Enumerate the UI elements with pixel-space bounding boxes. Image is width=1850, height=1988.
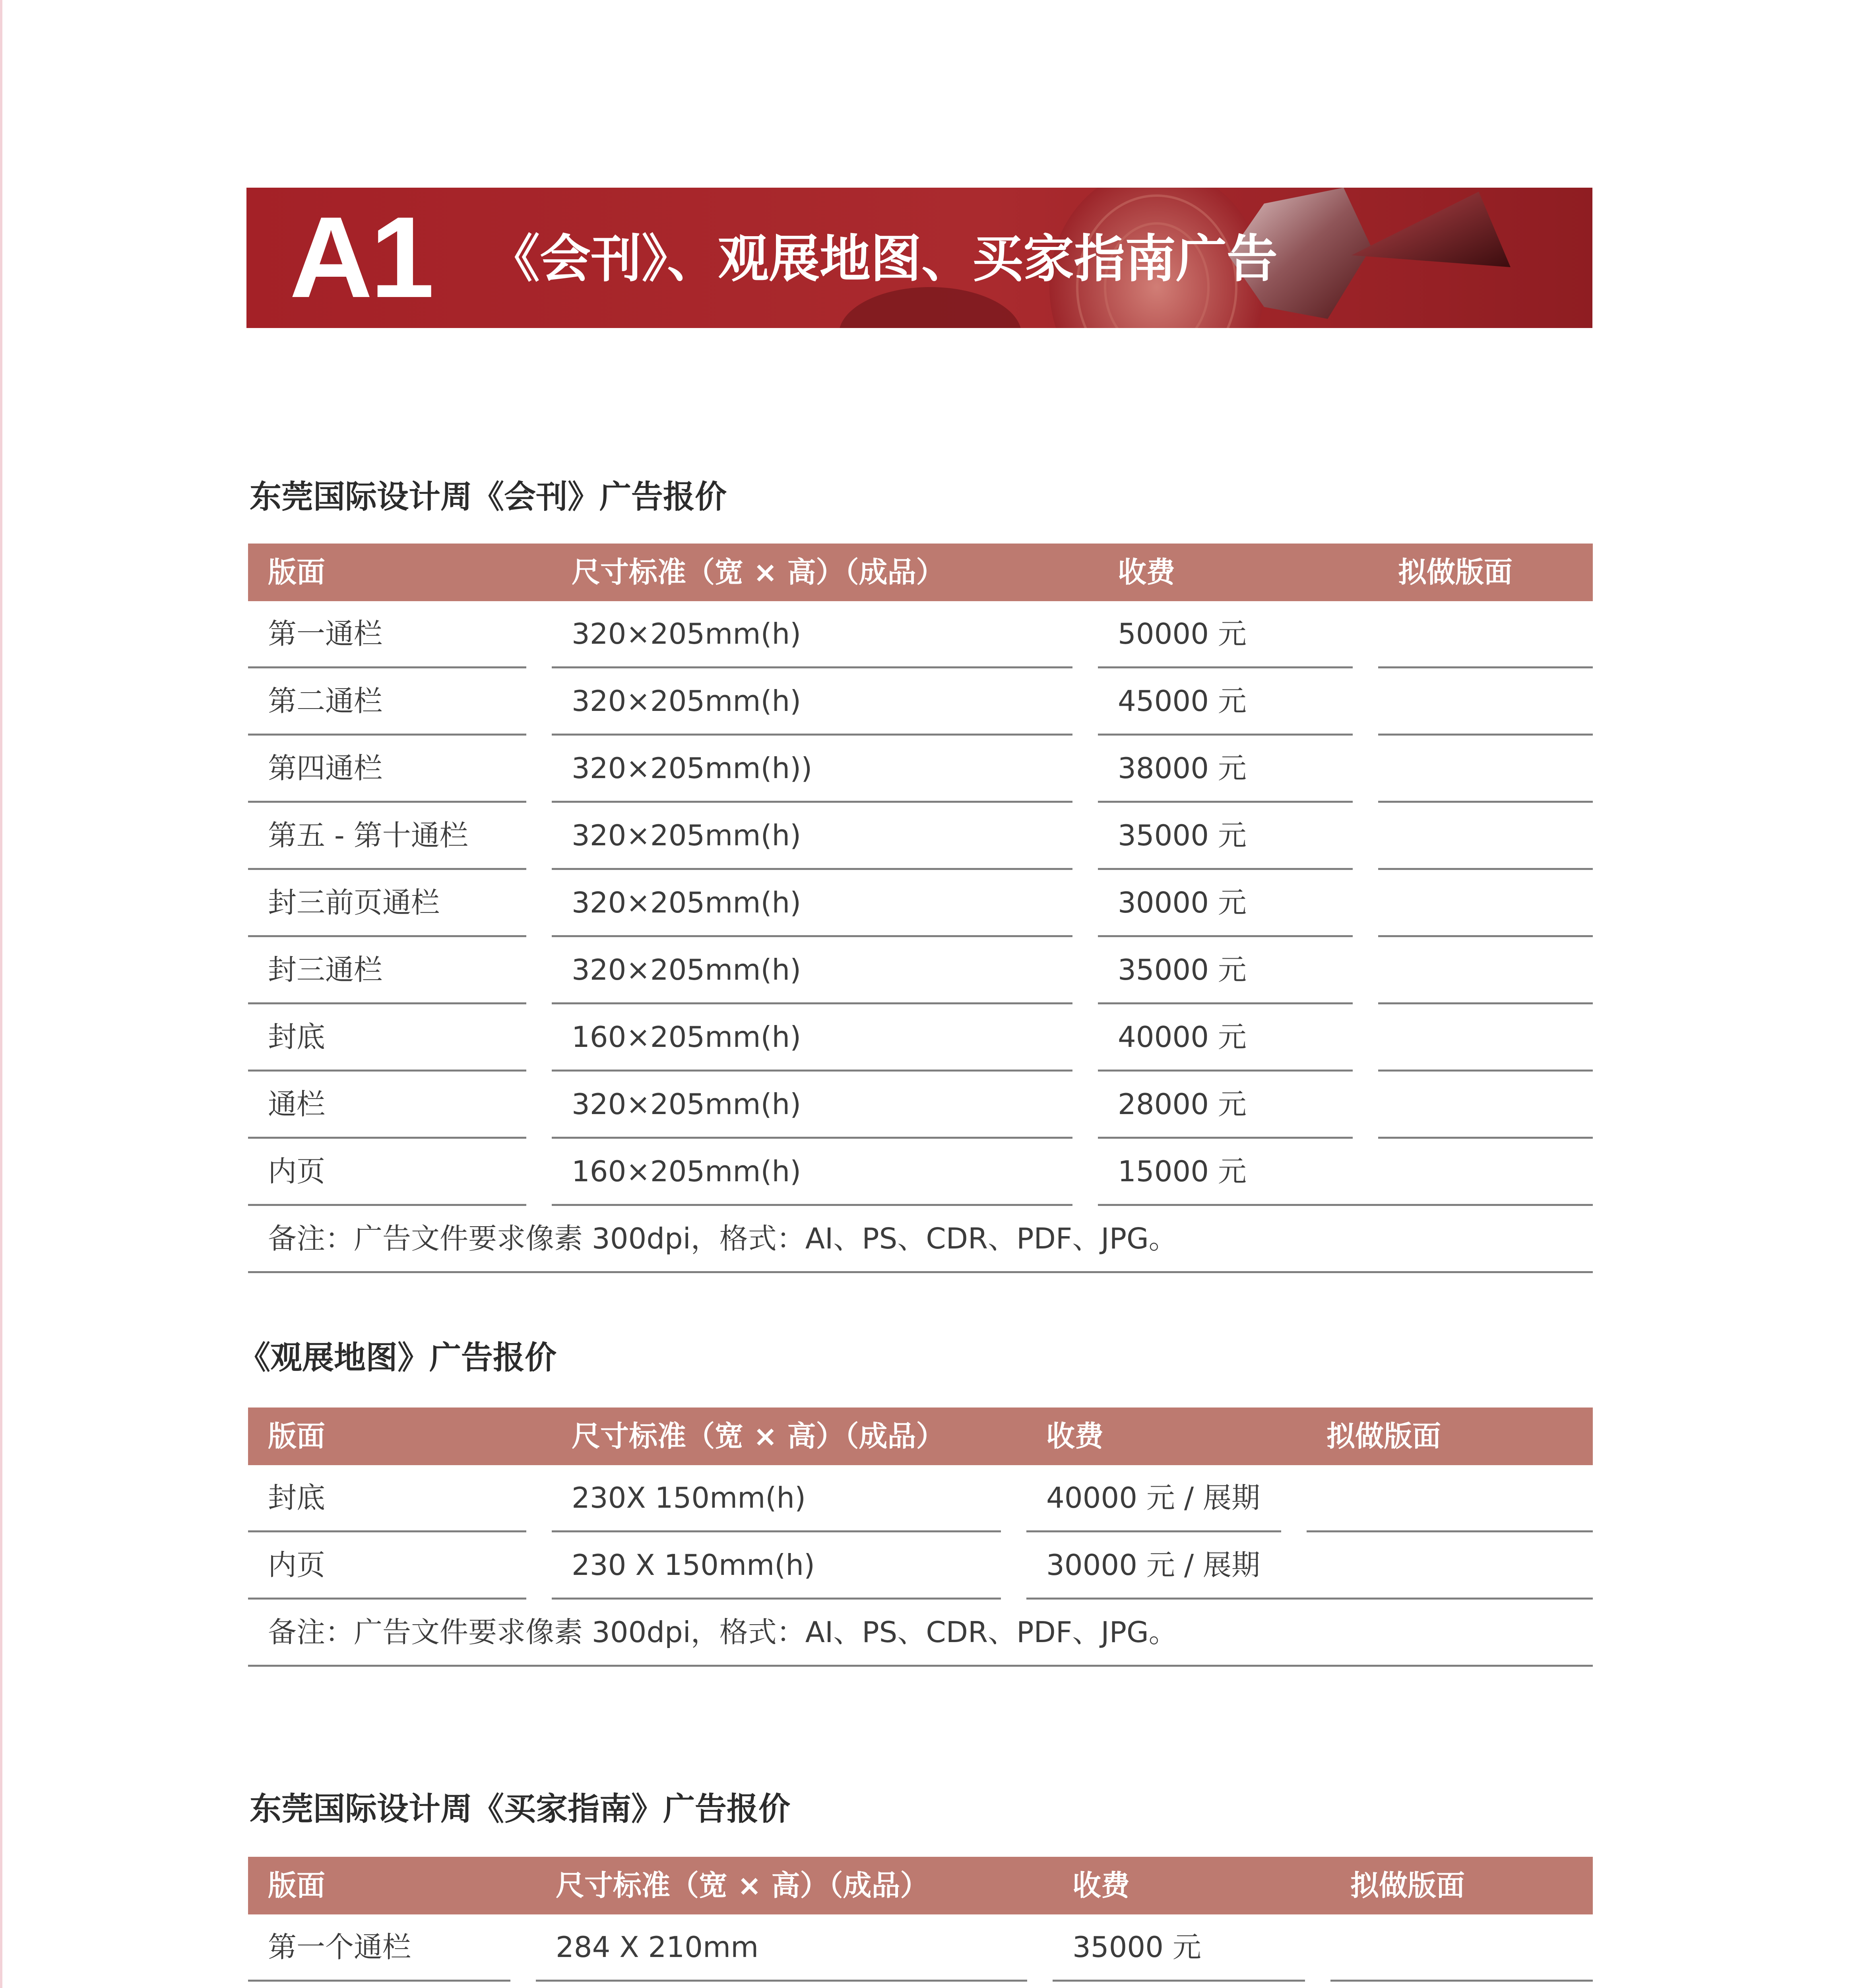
row-size: 320×205mm(h) (552, 1072, 1072, 1139)
row-planned-blank[interactable] (1330, 1982, 1593, 1988)
row-price: 40000 元 / 展期 (1026, 1465, 1281, 1532)
row-planned-blank[interactable] (1378, 1004, 1593, 1072)
row-size: 320×205mm(h) (552, 870, 1072, 937)
row-planned-blank[interactable] (1378, 601, 1593, 668)
banner-title: 《会刊》、观展地图、买家指南广告 (489, 229, 1278, 289)
page-left-edge (0, 0, 2, 1988)
table-header-row (248, 1408, 1593, 1465)
row-planned-blank[interactable] (1330, 1914, 1593, 1982)
row-price: 30000 元 / 展期 (1026, 1532, 1593, 1600)
row-price: 40000 元 (1098, 1004, 1353, 1072)
row-price: 28000 元 (1098, 1072, 1353, 1139)
row-name: 封底 (248, 1465, 526, 1532)
table-note-row (248, 1206, 1593, 1273)
section-banner (246, 188, 1592, 328)
table-row (248, 1914, 1593, 1982)
row-name: 内页 (248, 1139, 526, 1206)
price-table-catalog (248, 544, 1593, 1273)
row-name: 内页 (248, 1532, 526, 1600)
row-price: 38000 元 (1098, 736, 1353, 803)
table-row (248, 668, 1593, 736)
row-price: 35000 元 (1053, 1914, 1305, 1982)
header-layout: 版面 (248, 544, 552, 601)
row-size: 230X 150mm(h) (552, 1465, 1001, 1532)
row-name: 第一通栏 (248, 601, 526, 668)
row-planned-blank[interactable] (1307, 1465, 1593, 1532)
row-name: 第一个通栏 (248, 1914, 510, 1982)
price-table-buyers-guide (248, 1857, 1593, 1988)
table-row (248, 736, 1593, 803)
table-row (248, 870, 1593, 937)
table-row (248, 1004, 1593, 1072)
header-planned: 拟做版面 (1330, 1857, 1593, 1914)
table-header-row (248, 544, 1593, 601)
row-name: 封三通栏 (248, 937, 526, 1004)
row-size: 320×205mm(h)) (552, 736, 1072, 803)
header-size: 尺寸标准（宽 × 高）（成品） (536, 1857, 1053, 1914)
row-size: 160×205mm(h) (552, 1139, 1072, 1206)
row-size: 320×205mm(h) (552, 937, 1072, 1004)
price-table-map (248, 1408, 1593, 1667)
row-size: 320×205mm(h) (552, 668, 1072, 736)
row-size (536, 1982, 1027, 1988)
row-price: 35000 元 (1098, 803, 1353, 870)
row-price: 35000 元 (1098, 937, 1353, 1004)
row-price: 30000 元 (1098, 870, 1353, 937)
table-note: 备注：广告文件要求像素 300dpi，格式：AI、PS、CDR、PDF、JPG。 (248, 1600, 1593, 1667)
row-name: 第五 - 第十通栏 (248, 803, 526, 870)
row-planned-blank[interactable] (1378, 668, 1593, 736)
table-header-row (248, 1857, 1593, 1914)
row-name: 通栏 (248, 1072, 526, 1139)
row-price: 45000 元 (1098, 668, 1353, 736)
row-planned-blank[interactable] (1378, 803, 1593, 870)
header-planned: 拟做版面 (1378, 544, 1593, 601)
table-row (248, 1982, 1593, 1988)
row-name: 第二通栏 (248, 668, 526, 736)
header-price: 收费 (1053, 1857, 1330, 1914)
header-layout: 版面 (248, 1857, 536, 1914)
row-planned-blank[interactable] (1378, 870, 1593, 937)
table-row (248, 1072, 1593, 1139)
table-row (248, 1465, 1593, 1532)
header-size: 尺寸标准（宽 × 高）（成品） (552, 544, 1098, 601)
section-title-buyers-guide: 东莞国际设计周《买家指南》广告报价 (250, 1790, 790, 1827)
row-size: 230 X 150mm(h) (552, 1532, 1001, 1600)
header-planned: 拟做版面 (1307, 1408, 1593, 1465)
table-note-row (248, 1600, 1593, 1667)
header-size: 尺寸标准（宽 × 高）（成品） (552, 1408, 1026, 1465)
row-planned-blank[interactable] (1378, 937, 1593, 1004)
row-name: 封底 (248, 1004, 526, 1072)
row-planned-blank[interactable] (1378, 1072, 1593, 1139)
row-name: 封三前页通栏 (248, 870, 526, 937)
row-size: 284 X 210mm (536, 1914, 1027, 1982)
row-name: 第四通栏 (248, 736, 526, 803)
row-planned-blank[interactable] (1378, 736, 1593, 803)
row-price: 15000 元 (1098, 1139, 1593, 1206)
table-row (248, 601, 1593, 668)
banner-code: A1 (289, 193, 432, 322)
section-title-catalog: 东莞国际设计周《会刊》广告报价 (250, 478, 727, 515)
row-size: 320×205mm(h) (552, 803, 1072, 870)
table-row (248, 803, 1593, 870)
table-note: 备注：广告文件要求像素 300dpi，格式：AI、PS、CDR、PDF、JPG。 (248, 1206, 1593, 1273)
section-title-map: 《观展地图》广告报价 (239, 1339, 557, 1376)
row-price (1053, 1982, 1305, 1988)
row-name (248, 1982, 510, 1988)
table-row (248, 1139, 1593, 1206)
table-row (248, 937, 1593, 1004)
header-price: 收费 (1026, 1408, 1307, 1465)
row-size: 160×205mm(h) (552, 1004, 1072, 1072)
row-size: 320×205mm(h) (552, 601, 1072, 668)
row-price: 50000 元 (1098, 601, 1353, 668)
header-price: 收费 (1098, 544, 1378, 601)
table-row (248, 1532, 1593, 1600)
header-layout: 版面 (248, 1408, 552, 1465)
